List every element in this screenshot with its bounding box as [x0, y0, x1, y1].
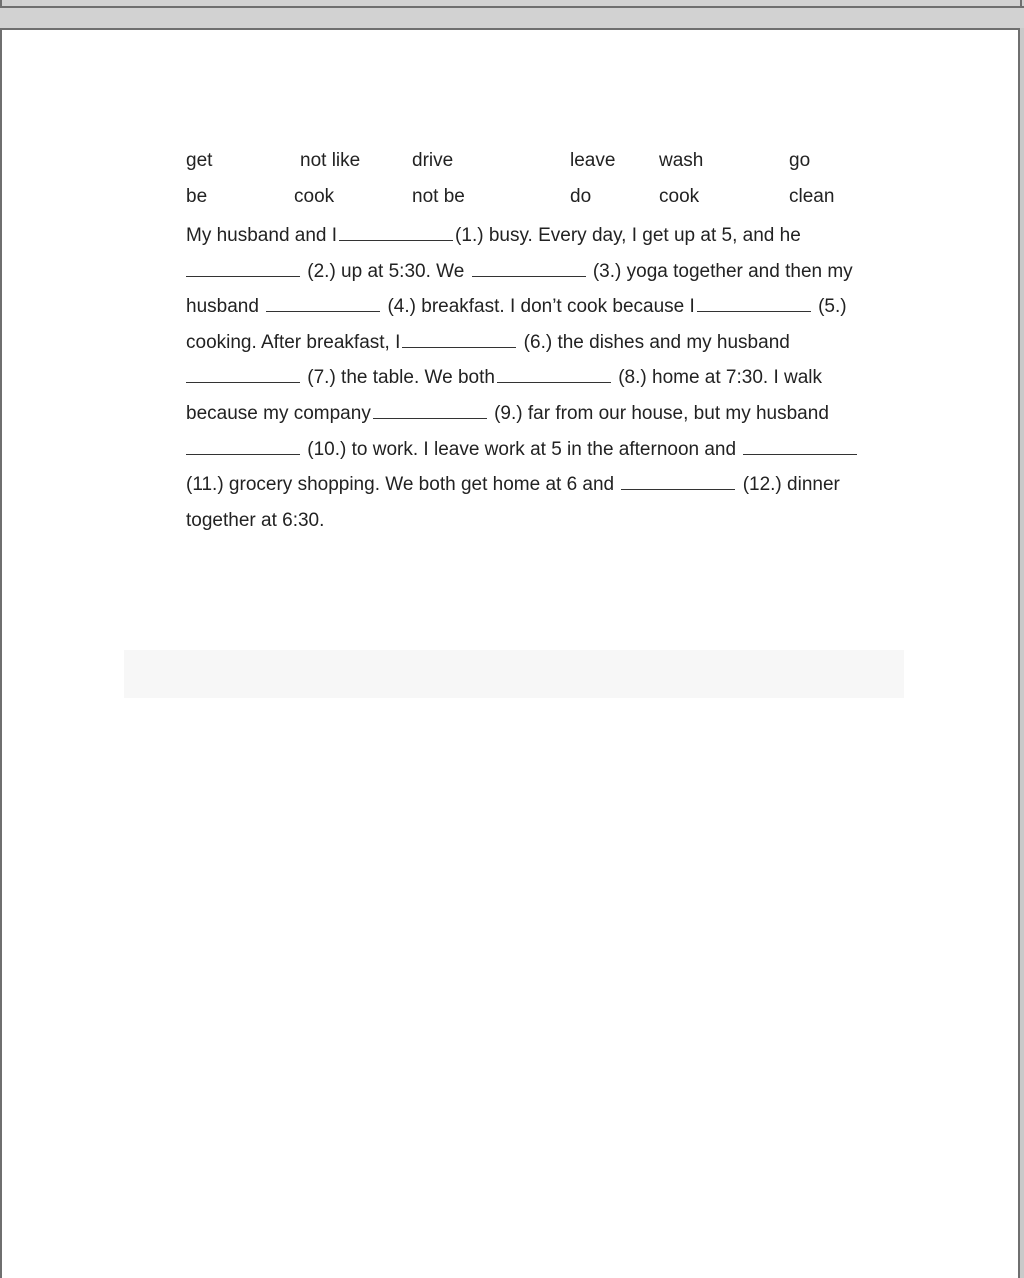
passage-line [186, 364, 896, 400]
passage-text: (5.) [818, 296, 847, 318]
passage-text: (11.) grocery shopping. We both get home at 6 and [186, 474, 615, 496]
passage-text: (7.) the table. We both [307, 367, 495, 389]
passage-text: (12.) dinner [742, 474, 840, 496]
passage-text: because my company [186, 402, 371, 424]
passage-text: husband [186, 296, 259, 318]
answer-blank-4[interactable] [266, 295, 380, 312]
word-bank-word: be [186, 186, 208, 207]
passage-text: (4.) breakfast. I don’t cook because I [387, 296, 695, 318]
word-bank [186, 150, 886, 222]
passage-text: My husband and I [186, 225, 338, 246]
word-bank-word: not like [300, 150, 361, 171]
fill-in-passage [186, 222, 896, 542]
passage-text: (1.) busy. Every day, I get up at 5, and he [455, 225, 801, 246]
answer-blank-5[interactable] [697, 295, 811, 312]
answer-blank-1[interactable] [339, 224, 453, 241]
top-edge-right [1020, 0, 1022, 8]
passage-line [186, 222, 896, 258]
word-bank-word: leave [570, 150, 616, 171]
passage-line [186, 436, 896, 472]
passage-line [186, 329, 896, 365]
passage-text: (8.) home at 7:30. I walk [618, 367, 823, 389]
passage-text: together at 6:30. [186, 509, 325, 531]
passage-text: (6.) the dishes and my husband [523, 331, 790, 353]
passage-line [186, 507, 896, 543]
passage-line [186, 400, 896, 436]
passage-line [186, 258, 896, 294]
word-bank-row-1 [186, 150, 886, 186]
word-bank-word: get [186, 150, 213, 171]
word-bank-word: clean [789, 186, 835, 207]
passage-line [186, 293, 896, 329]
word-bank-word: cook [294, 186, 335, 207]
passage-text: cooking. After breakfast, I [186, 331, 401, 353]
passage-line [186, 471, 896, 507]
passage-text: (3.) yoga together and then my [592, 260, 853, 282]
top-edge-left [0, 0, 2, 8]
answer-blank-11[interactable] [743, 438, 857, 455]
answer-blank-2[interactable] [186, 260, 300, 277]
word-bank-word: cook [659, 186, 700, 207]
word-bank-word: not be [412, 186, 465, 207]
word-bank-word: do [570, 186, 592, 207]
top-edge-line [0, 6, 1024, 8]
word-bank-row-2 [186, 186, 886, 222]
answer-blank-12[interactable] [621, 473, 735, 490]
answer-blank-7[interactable] [186, 366, 300, 383]
passage-text: (10.) to work. I leave work at 5 in the afternoon and [307, 438, 737, 460]
passage-text: (2.) up at 5:30. We [307, 260, 465, 282]
answer-blank-6[interactable] [402, 331, 516, 348]
word-bank-word: drive [412, 150, 454, 171]
answer-blank-9[interactable] [373, 402, 487, 419]
viewer-top-strip [0, 0, 1024, 28]
faint-highlight-bar [124, 650, 904, 698]
word-bank-word: go [789, 150, 811, 171]
word-bank-word: wash [659, 150, 704, 171]
answer-blank-10[interactable] [186, 438, 300, 455]
passage-text: (9.) far from our house, but my husband [494, 402, 829, 424]
answer-blank-8[interactable] [497, 366, 611, 383]
answer-blank-3[interactable] [472, 260, 586, 277]
